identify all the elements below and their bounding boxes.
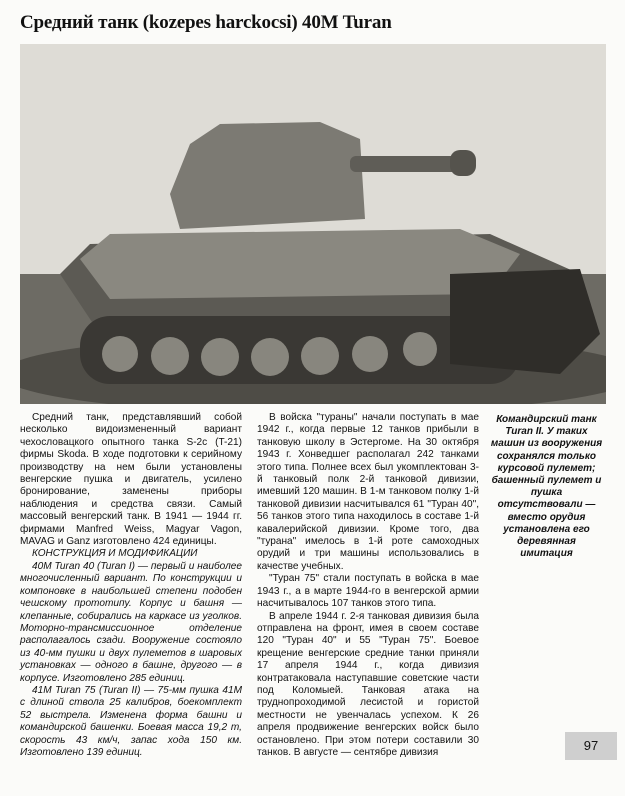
tank-illustration [20,44,606,404]
modification-turan-75: 41M Turan 75 (Turan II) — 75-мм пушка 41M с длиной ствола 25 калибров, боекомплект 52 выстрела. Изменена форма башни и командирской башенки. Боевая масса 19,2 т, скорость 43 км/ч, запас хода 150 км. Изготовлено 139 единиц. [20,684,242,758]
history-paragraph-3: В апреле 1944 г. 2-я танковая дивизия была отправлена на фронт, имея в своем составе 120 "Туран 40" и 55 "Туран 75". Боевое крещение венгерские средние танки приняли 17 апреля 1944 г., когда дивизия контратаковала наступавшие советские части под Коломыей. Танковая атака на труднопроходимой лесистой и гористой местности не увенчалась успехом. К 26 апреля продвижение венгерских войск было остановлено. При этом потери составили 30 танков. В августе — сентябре дивизия [257,610,479,758]
page-title: Средний танк (kozepes harckocsi) 40M Turan [20,12,392,33]
history-paragraph-2: "Туран 75" стали поступать в войска в мае 1943 г., а в марте 1944-го в венгерской армии насчитывалось 107 танков этого типа. [257,573,479,610]
modification-turan-40: 40M Turan 40 (Turan I) — первый и наиболее многочисленный вариант. По конструкции и компоновке в наибольшей степени подобен чешскому прототипу. Корпус и башня — клепанные, собирались на каркасе из уголков. Моторно-трансмиссионное отделение располагалось сзади. Вооружение состояло из 40-мм пушки и двух пулеметов в шаровых установках — одного в башне, другого — в корпусе. Изготовлено 285 единиц. [20,560,242,684]
tank-photo [20,44,606,404]
page-number: 97 [565,732,617,760]
history-paragraph-1: В войска "тураны" начали поступать в мае 1942 г., когда первые 12 танков прибыли в танковую школу в Эстергоме. На 30 октября 1943 г. Хонведшег располагал 242 танками этого типа. Полнее всех был укомплектован 3-й танковый полк 2-й танковой дивизии, имевший 120 машин. В 1-м танковом полку 1-й танковой дивизии насчитывался 61 "Туран 40", 56 танков этого типа находилось в составе 1-й кавалерийской дивизии. Кроме того, два "турана" имелось в 1-й роте самоходных орудий и три машины использовались в качестве учебных. [257,412,479,572]
intro-paragraph: Средний танк, представлявший собой несколько видоизмененный вариант чехословацкого опытного танка S-2c (T-21) фирмы Skoda. В ходе подготовки к серийному производству на нем были установлены венгерские пушка и двигатель, усилено бронирование, заменены приборы наблюдения и средства связи. Самый массовый венгерский танк. В 1941 — 1944 гг. фирмами Manfred Weiss, Magyar Vagon, MAVAG и Ganz изготовлено 424 единицы. [20,412,242,548]
column-left [20,412,242,759]
section-heading: КОНСТРУКЦИЯ И МОДИФИКАЦИИ [32,548,198,560]
column-middle [257,412,479,759]
photo-caption: Командирский танк Turan II. У таких машин из вооружения сохранялся только курсовой пулемет; башенный пулемет и пушка отсутствовали — вместо орудия установлена его деревянная имитация [490,414,603,560]
